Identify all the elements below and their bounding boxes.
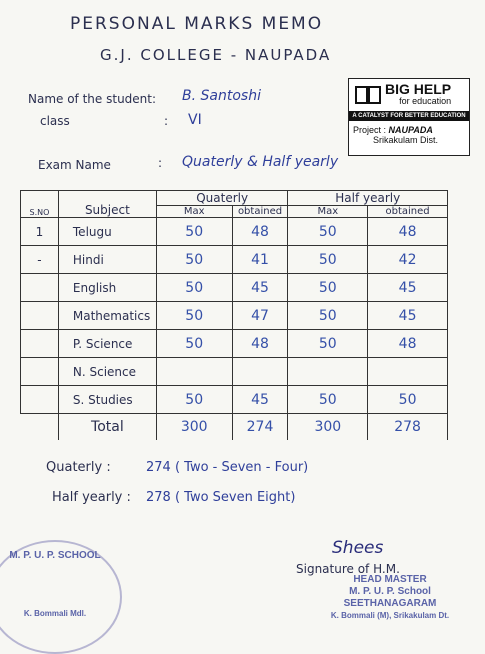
quarterly-summary-label: Quaterly :: [46, 460, 111, 475]
class-label: class: [40, 114, 70, 128]
memo-title: PERSONAL MARKS MEMO: [70, 14, 324, 34]
project-value: NAUPADA: [388, 125, 433, 135]
table-row: [21, 330, 448, 358]
hm-stamp-line4: K. Bommali (M), Srikakulam Dt.: [330, 611, 450, 620]
row-sno: [21, 302, 59, 330]
hm-stamp-line3: SEETHANAGARAM: [343, 598, 437, 609]
total-h-max: 300: [288, 414, 368, 440]
row-q-max: 50: [156, 386, 232, 414]
school-stamp-text2: K. Bommali Mdl.: [23, 609, 87, 618]
project-label: Project: [353, 125, 382, 135]
row-subject: P. Science: [58, 330, 156, 358]
row-q-obtained: 45: [232, 274, 288, 302]
row-q-obtained: 47: [232, 302, 288, 330]
school-stamp-text: M. P. U. P. SCHOOL: [9, 550, 101, 561]
total-h-obt: 278: [368, 414, 448, 440]
logo-slogan: A CATALYST FOR BETTER EDUCATION: [349, 111, 469, 121]
big-help-logo: BIG HELP for education A CATALYST FOR BETTER EDUCATION Project : NAUPADA Srikakulam Dist.: [348, 78, 470, 156]
row-q-obtained: [232, 358, 288, 386]
exam-label: Exam Name: [38, 158, 111, 172]
class-value: VI: [188, 112, 202, 128]
hm-stamp-line2: M. P. U. P. School: [349, 586, 431, 597]
row-h-max: 50: [288, 274, 368, 302]
total-row: [21, 414, 448, 440]
row-h-max: 50: [288, 330, 368, 358]
marks-table: [20, 190, 448, 440]
row-h-obtained: 45: [368, 302, 448, 330]
class-colon: :: [164, 114, 169, 128]
student-name-value: B. Santoshi: [182, 88, 261, 104]
row-h-obtained: 50: [368, 386, 448, 414]
h-max-header: Max: [288, 206, 368, 218]
row-h-obtained: 48: [368, 218, 448, 246]
sno-header: S.NO: [21, 191, 59, 218]
row-q-max: [156, 358, 232, 386]
row-h-obtained: [368, 358, 448, 386]
row-q-obtained: 48: [232, 218, 288, 246]
table-row: [21, 386, 448, 414]
total-q-max: 300: [156, 414, 232, 440]
table-row: [21, 218, 448, 246]
row-h-max: 50: [288, 218, 368, 246]
row-q-max: 50: [156, 274, 232, 302]
row-h-obtained: 42: [368, 246, 448, 274]
row-sno: [21, 358, 59, 386]
row-subject: N. Science: [58, 358, 156, 386]
row-subject: English: [58, 274, 156, 302]
q-obtained-header: obtained: [232, 206, 288, 218]
college-name: G.J. COLLEGE - NAUPADA: [100, 46, 332, 64]
exam-value: Quaterly & Half yearly: [182, 154, 339, 170]
row-sno: 1: [21, 218, 59, 246]
row-h-obtained: 45: [368, 274, 448, 302]
row-q-max: 50: [156, 246, 232, 274]
row-q-max: 50: [156, 218, 232, 246]
signature-label: Signature of H.M.: [296, 562, 400, 576]
header-row-1: [21, 191, 448, 206]
row-subject: Hindi: [58, 246, 156, 274]
logo-tagline: for education: [399, 96, 452, 106]
total-label: Total: [58, 414, 156, 440]
student-name-label: Name of the student:: [28, 92, 157, 106]
row-subject: Mathematics: [58, 302, 156, 330]
logo-name: BIG HELP: [385, 81, 452, 97]
row-q-max: 50: [156, 330, 232, 358]
quarterly-header: Quaterly: [156, 191, 288, 206]
row-h-max: [288, 358, 368, 386]
table-row: [21, 246, 448, 274]
row-h-max: 50: [288, 302, 368, 330]
row-q-obtained: 41: [232, 246, 288, 274]
quarterly-summary-value: 274 ( Two - Seven - Four): [146, 460, 309, 475]
row-h-max: 50: [288, 246, 368, 274]
h-obtained-header: obtained: [368, 206, 448, 218]
halfyearly-summary-value: 278 ( Two Seven Eight): [146, 490, 296, 505]
row-subject: Telugu: [58, 218, 156, 246]
halfyearly-header: Half yearly: [288, 191, 448, 206]
table-row: [21, 302, 448, 330]
row-h-obtained: 48: [368, 330, 448, 358]
logo-district: Srikakulam Dist.: [373, 135, 439, 145]
hm-signature: Shees: [332, 538, 384, 558]
total-q-obt: 274: [232, 414, 288, 440]
row-q-max: 50: [156, 302, 232, 330]
table-row: [21, 358, 448, 386]
row-sno: [21, 274, 59, 302]
row-q-obtained: 45: [232, 386, 288, 414]
row-sno: -: [21, 246, 59, 274]
head-master-stamp: [300, 574, 480, 622]
school-stamp: [0, 540, 122, 654]
hm-stamp-line1: HEAD MASTER: [353, 574, 427, 585]
row-sno: [21, 386, 59, 414]
table-row: [21, 274, 448, 302]
row-q-obtained: 48: [232, 330, 288, 358]
q-max-header: Max: [156, 206, 232, 218]
row-sno: [21, 330, 59, 358]
row-subject: S. Studies: [58, 386, 156, 414]
row-h-max: 50: [288, 386, 368, 414]
subject-header: Subject: [58, 191, 156, 218]
book-icon: [355, 85, 381, 105]
halfyearly-summary-label: Half yearly :: [52, 490, 131, 505]
exam-colon: :: [158, 156, 163, 170]
